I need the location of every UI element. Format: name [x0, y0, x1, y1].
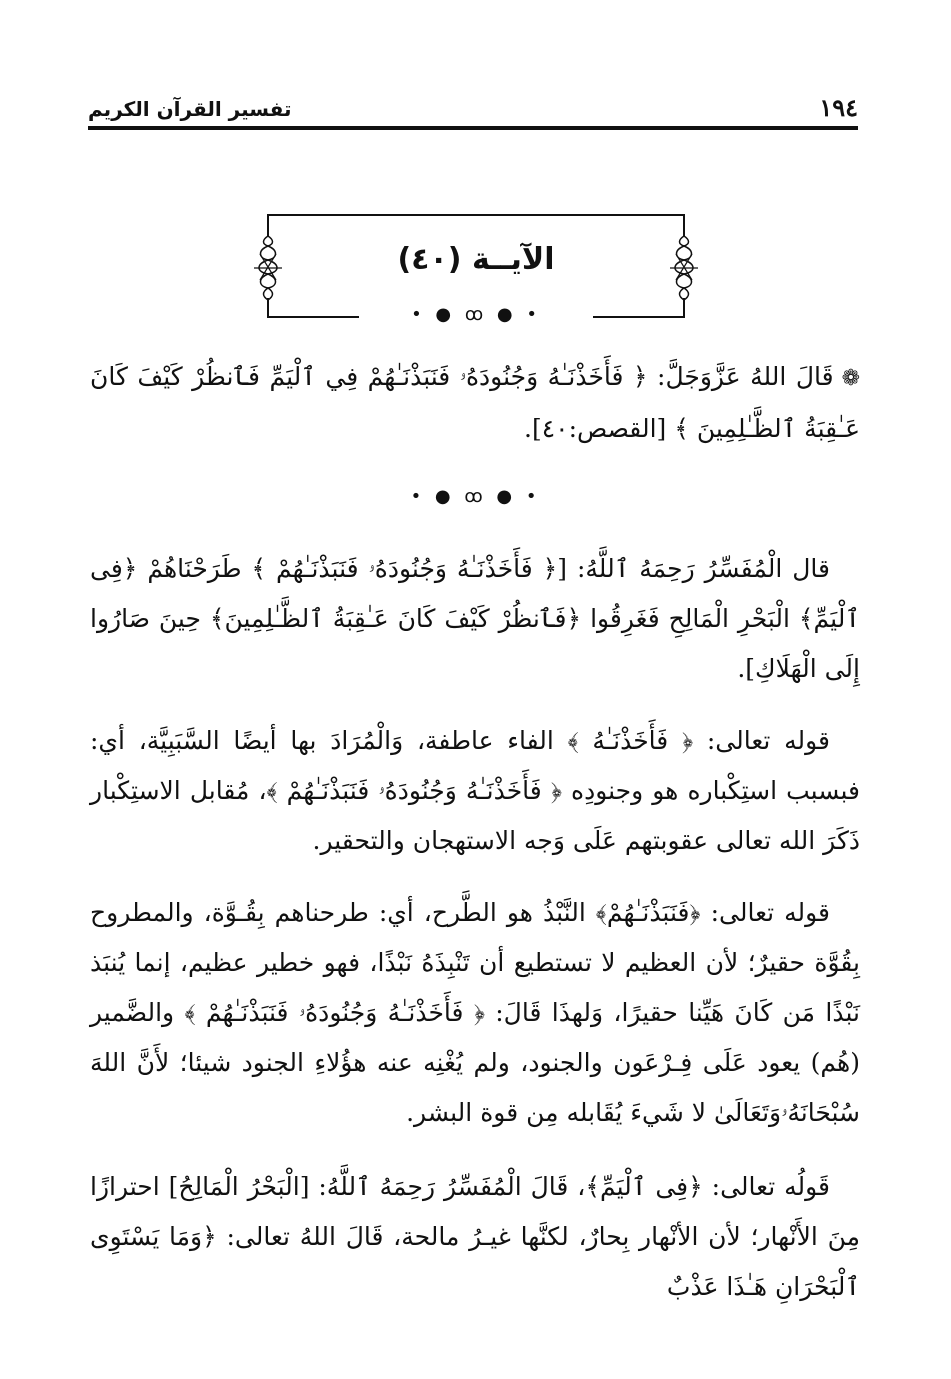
paragraph-text: قوله تعالى: ﴿ فَأَخَذْنَـٰهُ ﴾ الفاء عاطفة، وَالْمُرَادَ بها أيضًا السَّبَبِيَّة، أي: فبسبب استِكْباره هو وجنودِه ﴿ فَأَخَذْنَـٰهُ وَجُنُودَهُۥ فَنَبَذْنَـٰهُمْ ﴾، مُقابل الاستِكْبار ذَكَرَ الله تعالى عقوبتهم عَلَى وَجه الاستهجان والتحقير. — [90, 726, 860, 855]
ayah-heading-frame — [262, 210, 690, 328]
page-number: ١٩٤ — [819, 93, 858, 122]
verse-paragraph — [90, 352, 860, 454]
header-rule — [88, 126, 858, 130]
commentary-paragraph — [90, 888, 860, 1138]
tafsir-paragraph — [90, 544, 860, 694]
paragraph-text: قَولُه تعالى: ﴿فِى ٱلْيَمِّ﴾، قَالَ الْمُفَسِّرُ رَحِمَهُ ٱللَّهُ: [الْبَحْرُ الْمَالِحُ] احترازًا مِنَ الأَنْهار؛ لأن الأنْهار بِحارٌ، لكنَّها غيـرُ مالحة، قَالَ اللهُ تعالى: ﴿وَمَا يَسْتَوِى ٱلْبَحْرَانِ هَـٰذَا عَذْبٌ — [90, 1172, 860, 1301]
frame-line — [683, 214, 685, 236]
commentary-paragraph — [90, 1162, 860, 1312]
ayah-title: الآيــة (٤٠) — [397, 242, 555, 277]
commentary-paragraph — [90, 716, 860, 866]
flower-ornament-icon: ❁ — [841, 366, 860, 391]
frame-top-line — [267, 214, 685, 216]
heading-ornament: • ● ꝏ ● • — [411, 304, 541, 325]
section-separator: • ● ꝏ ● • — [410, 486, 541, 507]
paragraph-text: قال الْمُفَسِّرُ رَحِمَهُ ٱللَّهُ: [﴿ فَأَخَذْنَـٰهُ وَجُنُودَهُۥ فَنَبَذْنَـٰهُمْ ﴾ طَرَحْنَاهُمْ ﴿فِى ٱلْيَمِّ﴾ الْبَحْرِ الْمَالِحِ فَغَرِقُوا ﴿فَٱنظُرْ كَيْفَ كَانَ عَـٰقِبَةُ ٱلظَّـٰلِمِينَ﴾ حِينَ صَارُوا إِلَى الْهَلَاكِ]. — [90, 554, 860, 683]
verse-text: قَالَ اللهُ عَزَّوَجَلَّ: ﴿ فَأَخَذْنَـٰهُ وَجُنُودَهُۥ فَنَبَذْنَـٰهُمْ فِي ٱلْيَمِّ فَٱنظُرْ كَيْفَ كَانَ عَـٰقِبَةُ ٱلظَّـٰلِمِينَ ﴾ [القصص:٤٠]. — [90, 362, 860, 443]
frame-line — [267, 214, 269, 236]
paragraph-text: قوله تعالى: ﴿فَنَبَذْنَـٰهُمْ﴾ النَّبْذُ هو الطَّرح، أي: طرحناهم بِقُـوَّة، والمطروح بِقُوَّة حقيرٌ؛ لأن العظيم لا تستطيع أن تَنْبِذَهُ نَبْذًا، فهو خطير عظيم، إنما يُنبَذ نَبْذًا مَن كَانَ هَيِّنا حقيرًا، وَلهذَا قَالَ: ﴿ فَأَخَذْنَـٰهُ وَجُنُودَهُۥ فَنَبَذْنَـٰهُمْ ﴾ والضَّمير (هُم) يعود عَلَى فِـرْعَون والجنود، ولم يُغْنِه عنه هؤُلاءِ الجنود شيئا؛ لأَنَّ اللهَ سُبْحَانَهُۥوَتَعَالَىٰ لا شَيءَ يُقَابله مِن قوة البشر. — [90, 898, 860, 1127]
book-title: تفسير القرآن الكريم — [88, 97, 292, 121]
running-header — [88, 90, 858, 130]
